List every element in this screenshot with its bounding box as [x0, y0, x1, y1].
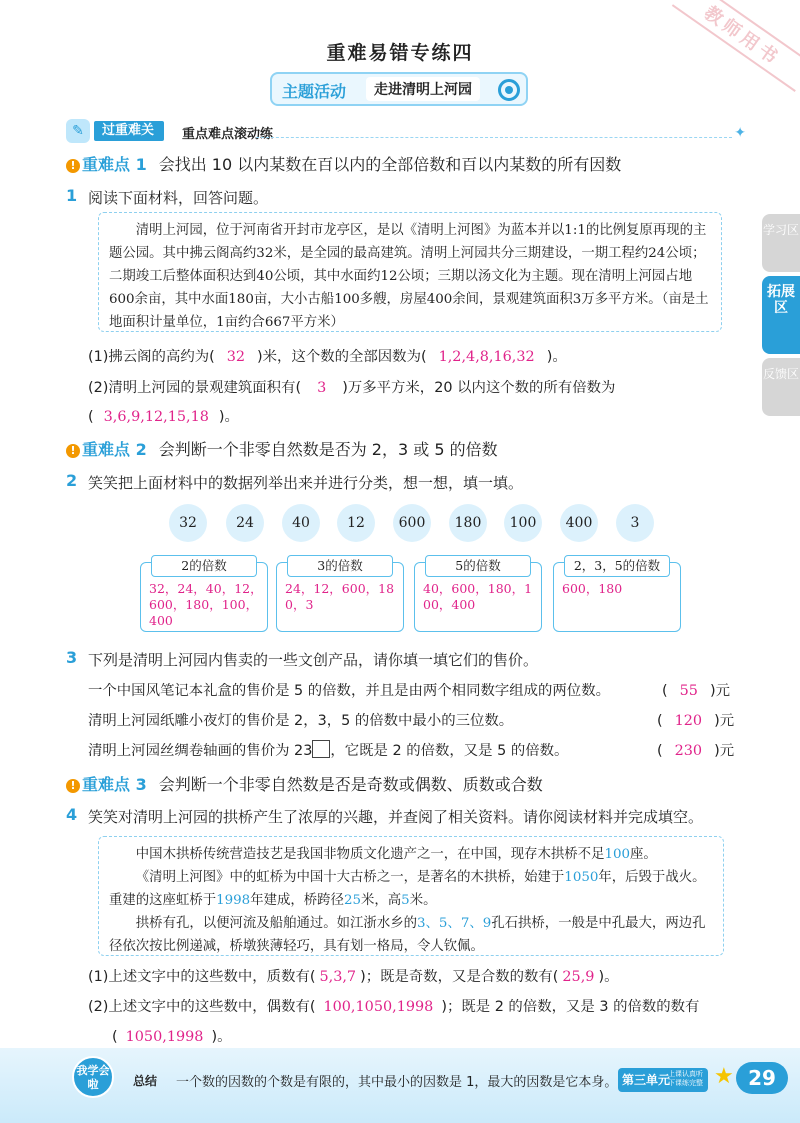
q1-sub1: (1)拂云阁的高约为( 32 )米，这个数的全部因数为( 1,2,4,8,16,32 )。	[88, 349, 567, 365]
question-prompt: 阅读下面材料，回答问题。	[88, 189, 269, 207]
mascot-icon: ✎	[66, 119, 90, 143]
bridge-passage: 中国木拱桥传统营造技艺是我国非物质文化遗产之一，在中国，现存木拱桥不足100座。 《清明上河图》中的虹桥为中国十大古桥之一，是著名的木拱桥，始建于1050年，后毁于战火。重建的这座虹桥于1998年建成，桥跨径25米，高5米。 拱桥有孔，以便河流及船舶通过。如江浙水乡的3、5、7、9孔石拱桥，一般是中孔最大，两边孔径依次按比例递减，桥墩狭薄轻巧，具有划一格局，令人钦佩。	[98, 836, 724, 956]
section-subtitle: 重点难点滚动练	[182, 127, 274, 142]
q4-sub2-cont: ( 1050,1998 )。	[112, 1029, 232, 1045]
footer	[0, 1048, 800, 1123]
question-number: 3	[66, 648, 78, 667]
q3-row-3: 清明上河园丝绸卷轴画的售价为 23 ，它既是 2 的倍数，又是 5 的倍数。	[88, 739, 568, 760]
question-prompt: 笑笑把上面材料中的数据列举出来并进行分类，想一想，填一填。	[88, 474, 524, 492]
mascot-star-icon: ★	[714, 1064, 734, 1089]
question-prompt: 笑笑对清明上河园的拱桥产生了浓厚的兴趣，并查阅了相关资料。请你阅读材料并完成填空。	[88, 808, 704, 826]
number-bubble: 400	[560, 504, 598, 542]
key-point-icon: !	[66, 779, 80, 793]
key-point-label: 重难点 1	[82, 155, 147, 174]
category-answer: 32，24，40，12，600，180，100，400	[149, 581, 263, 628]
q4-sub1: (1)上述文字中的这些数中，质数有( 5,3,7 )；既是奇数，又是合数的数有( 25,9 )。	[88, 969, 619, 985]
number-bubble: 600	[393, 504, 431, 542]
q3-answer-3: ( 230 )元	[657, 743, 735, 759]
answer: 3	[317, 380, 327, 396]
tab-feedback-zone[interactable]: 反馈区	[762, 358, 800, 416]
q3-row-1: 一个中国风笔记本礼盒的售价是 5 的倍数，并且是由两个相同数字组成的两位数。	[88, 683, 610, 699]
tab-extension-zone[interactable]: 拓展区	[762, 276, 800, 354]
section-header	[66, 121, 746, 141]
page-number: 29	[736, 1062, 788, 1094]
summary-text: 一个数的因数的个数是有限的，其中最小的因数是 1，最大的因数是它本身。	[176, 1075, 618, 1090]
blank-square[interactable]	[312, 740, 330, 758]
key-point-icon: !	[66, 159, 80, 173]
page-title: 重难易错专练四	[326, 42, 474, 64]
key-point-text: 会找出 10 以内某数在百以内的全部倍数和百以内某数的所有因数	[158, 155, 622, 174]
category-answer: 600，180	[562, 581, 623, 596]
key-point-label: 重难点 2	[82, 440, 147, 459]
category-box-multiples-of-2	[140, 558, 268, 632]
answer: 3,6,9,12,15,18	[103, 409, 209, 425]
answer: 25,9	[562, 969, 595, 985]
answer: 1050,1998	[125, 1029, 204, 1045]
number-bubble: 3	[616, 504, 654, 542]
category-box-multiples-of-2-3-5	[553, 558, 681, 632]
question-number: 2	[66, 471, 78, 490]
number-bubble: 12	[337, 504, 375, 542]
key-point-label: 重难点 3	[82, 775, 147, 794]
category-answer: 40，600，180，100，400	[423, 581, 533, 612]
q3-answer-2: ( 120 )元	[657, 713, 735, 729]
q1-sub2-cont: ( 3,6,9,12,15,18 )。	[88, 409, 239, 425]
number-bubble: 32	[169, 504, 207, 542]
star-icon: ✦	[734, 125, 746, 141]
learned-badge: 我学会啦	[72, 1056, 114, 1098]
theme-banner	[270, 72, 528, 106]
category-box-multiples-of-3	[276, 558, 404, 632]
category-head: 2，3，5的倍数	[564, 555, 670, 577]
summary-label: 总结	[133, 1074, 158, 1088]
key-point-text: 会判断一个非零自然数是否是奇数或偶数、质数或合数	[158, 775, 543, 794]
divider	[256, 137, 732, 138]
key-point-text: 会判断一个非零自然数是否为 2，3 或 5 的倍数	[158, 440, 498, 459]
q1-sub2: (2)清明上河园的景观建筑面积有( 3 )万多平方米，20 以内这个数的所有倍数为	[88, 380, 616, 396]
side-tabs	[762, 214, 800, 420]
target-icon	[498, 79, 520, 101]
theme-label: 主题活动	[282, 82, 347, 101]
q3-row-2: 清明上河园纸雕小夜灯的售价是 2，3，5 的倍数中最小的三位数。	[88, 713, 514, 729]
q4-sub2: (2)上述文字中的这些数中，偶数有( 100,1050,1998 )；既是 2 的倍数，又是 3 的倍数的数有	[88, 999, 700, 1015]
key-point-icon: !	[66, 444, 80, 458]
key-point-2	[66, 437, 498, 460]
category-head: 2的倍数	[151, 555, 257, 577]
question-number: 1	[66, 186, 78, 205]
category-answer: 24，12，600，180，3	[285, 581, 395, 612]
tab-study-zone[interactable]: 学习区	[762, 214, 800, 272]
teacher-edition-stamp: 教师用书	[672, 0, 800, 92]
answer: 1,2,4,8,16,32	[438, 349, 535, 365]
key-point-3	[66, 772, 543, 795]
category-box-multiples-of-5	[414, 558, 542, 632]
answer: 5,3,7	[319, 969, 357, 985]
section-tag: 过重难关	[94, 121, 164, 141]
q3-answer-1: ( 55 )元	[662, 683, 730, 699]
number-bubble: 24	[226, 504, 264, 542]
theme-title: 走进清明上河园	[366, 77, 480, 101]
answer: 32	[226, 349, 246, 365]
number-bubble: 180	[449, 504, 487, 542]
category-head: 3的倍数	[287, 555, 393, 577]
question-prompt: 下列是清明上河园内售卖的一些文创产品，请你填一填它们的售价。	[88, 651, 539, 669]
unit-motto: 上课认真听 下课练完整	[668, 1070, 703, 1087]
category-head: 5的倍数	[425, 555, 531, 577]
number-bubble: 100	[504, 504, 542, 542]
answer: 100,1050,1998	[323, 999, 434, 1015]
reading-passage: 清明上河园，位于河南省开封市龙亭区，是以《清明上河图》为蓝本并以1:1的比例复原再现的主题公园。其中拂云阁高约32米，是全园的最高建筑。清明上河园共分三期建设，一期工程约24公顷；二期竣工后整体面积达到40公顷，其中水面约12公顷；三期以汤文化为主题。现在清明上河园占地600余亩，其中水面180亩，大小古船100多艘，房屋400余间，景观建筑面积3万多平方米。（亩是土地面积计量单位，1亩约合667平方米）	[98, 212, 722, 332]
question-number: 4	[66, 805, 78, 824]
unit-label: 第三单元	[618, 1068, 708, 1092]
number-bubble: 40	[282, 504, 320, 542]
key-point-1	[66, 152, 621, 175]
